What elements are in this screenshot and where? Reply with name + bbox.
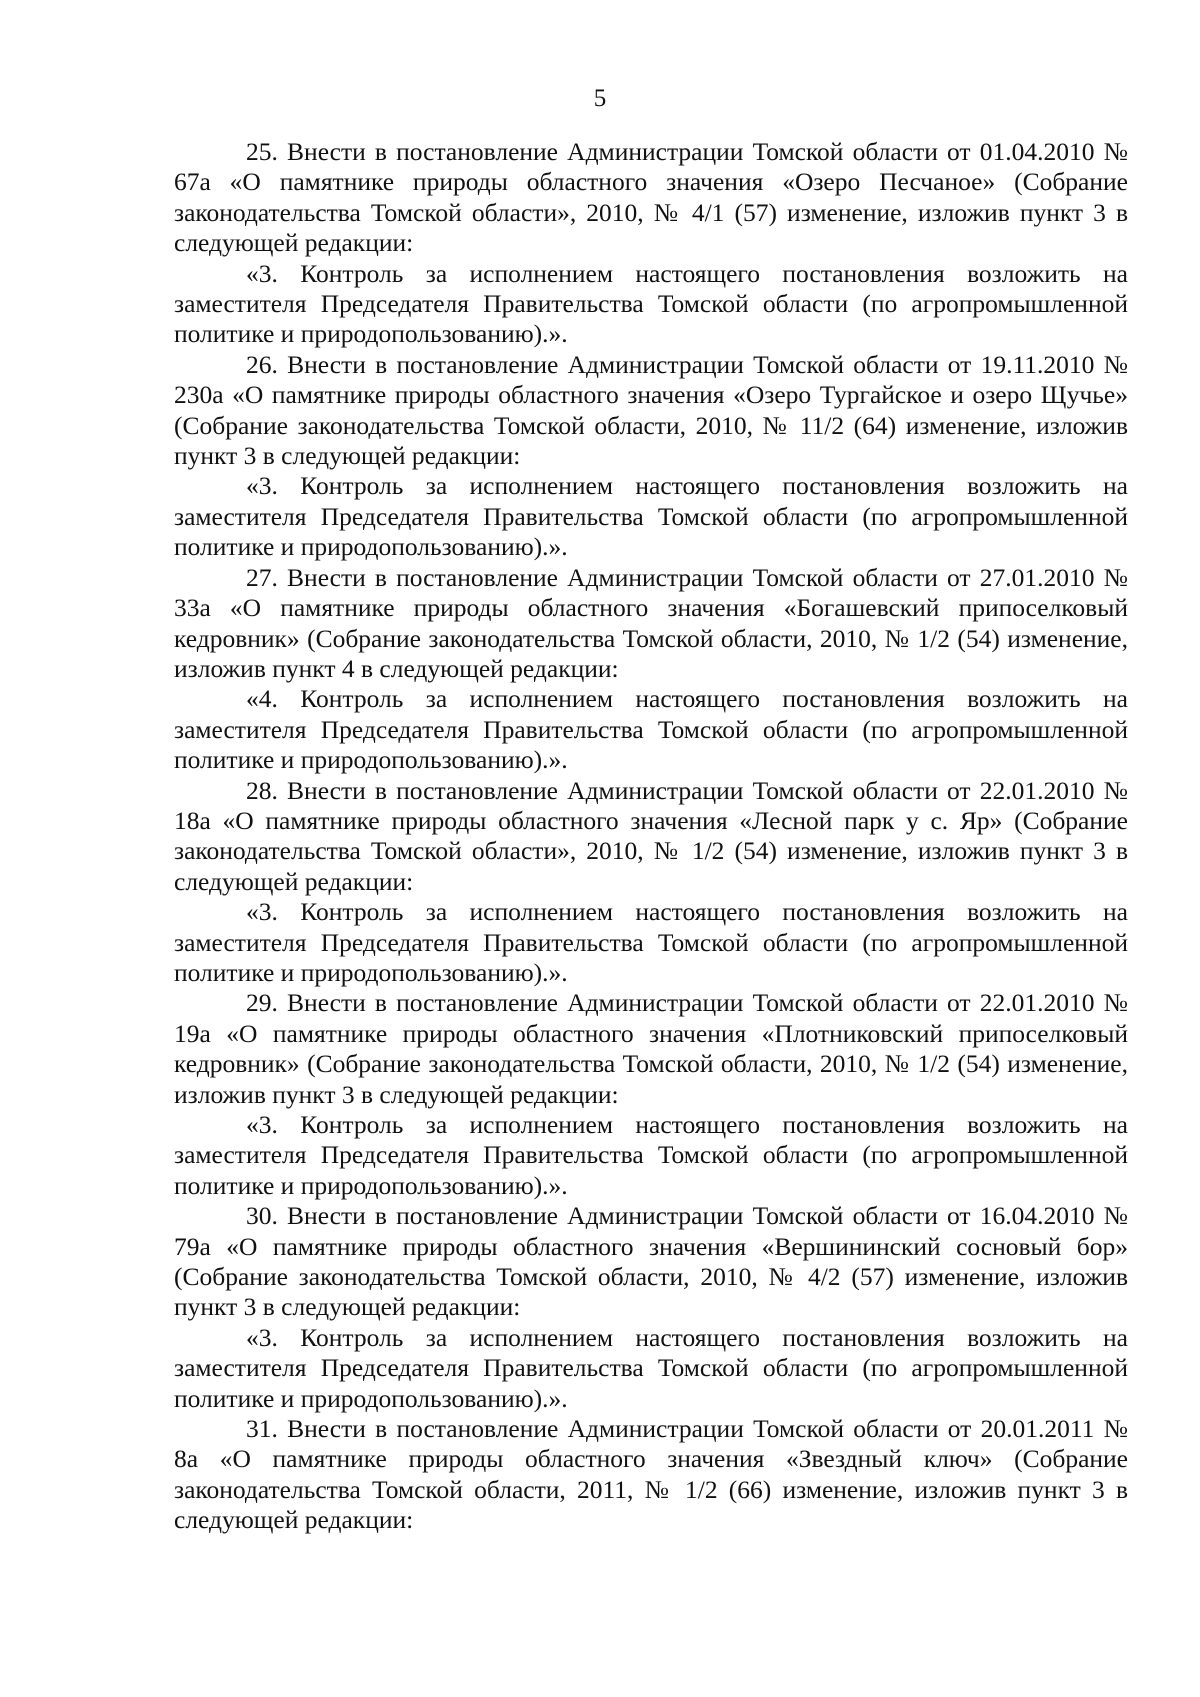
item-quote: «3. Контроль за исполнением настоящего постановления возложить на заместителя Председателя Правительства Томской области (по агропромышленной политике и природопользованию).».: [174, 1322, 1128, 1413]
item-quote: «3. Контроль за исполнением настоящего постановления возложить на заместителя Председателя Правительства Томской области (по агропромышленной политике и природопользованию).».: [174, 471, 1128, 562]
item-text: 31. Внести в постановление Администрации Томской области от 20.01.2011 № 8а «О памятнике природы областного значения «Звездный ключ» (Собрание законодательства Томской области, 2011, № 1/2 (66) изменение, изложив пункт 3 в следующей редакции:: [174, 1414, 1128, 1535]
list-item: [174, 776, 1128, 989]
item-text: 25. Внести в постановление Администрации Томской области от 01.04.2010 № 67а «О памятнике природы областного значения «Озеро Песчаное» (Собрание законодательства Томской области», 2010, № 4/1 (57) изменение, изложив пункт 3 в следующей редакции:: [174, 137, 1128, 258]
item-quote: «3. Контроль за исполнением настоящего постановления возложить на заместителя Председателя Правительства Томской области (по агропромышленной политике и природопользованию).».: [174, 258, 1128, 349]
list-item: [174, 988, 1128, 1201]
list-item: [174, 563, 1128, 776]
list-item: [174, 350, 1128, 563]
item-text: 26. Внести в постановление Администрации Томской области от 19.11.2010 № 230а «О памятнике природы областного значения «Озеро Тургайское и озеро Щучье» (Собрание законодательства Томской области, 2010, № 11/2 (64) изменение, изложив пункт 3 в следующей редакции:: [174, 349, 1128, 471]
item-quote: «3. Контроль за исполнением настоящего постановления возложить на заместителя Председателя Правительства Томской области (по агропромышленной политике и природопользованию).».: [174, 1110, 1128, 1200]
item-text: 28. Внести в постановление Администрации Томской области от 22.01.2010 № 18а «О памятнике природы областного значения «Лесной парк у с. Яр» (Собрание законодательства Томской области», 2010, № 1/2 (54) изменение, изложив пункт 3 в следующей редакции:: [174, 775, 1128, 896]
document-body: [174, 137, 1128, 1536]
item-quote: «4. Контроль за исполнением настоящего постановления возложить на заместителя Председателя Правительства Томской области (по агропромышленной политике и природопользованию).».: [174, 684, 1128, 775]
list-item: [174, 1201, 1128, 1414]
item-text: 27. Внести в постановление Администрации Томской области от 27.01.2010 № 33а «О памятнике природы областного значения «Богашевский припоселковый кедровник» (Собрание законодательства Томской области, 2010, № 1/2 (54) изменение, изложив пункт 4 в следующей редакции:: [174, 562, 1128, 683]
item-quote: «3. Контроль за исполнением настоящего постановления возложить на заместителя Председателя Правительства Томской области (по агропромышленной политике и природопользованию).».: [174, 897, 1128, 987]
item-text: 30. Внести в постановление Администрации Томской области от 16.04.2010 № 79а «О памятнике природы областного значения «Вершининский сосновый бор» (Собрание законодательства Томской области, 2010, № 4/2 (57) изменение, изложив пункт 3 в следующей редакции:: [174, 1201, 1128, 1322]
page-number: 5: [593, 85, 607, 112]
list-item: [174, 137, 1128, 350]
item-text: 29. Внести в постановление Администрации Томской области от 22.01.2010 № 19а «О памятнике природы областного значения «Плотниковский припоселковый кедровник» (Собрание законодательства Томской области, 2010, № 1/2 (54) изменение, изложив пункт 3 в следующей редакции:: [174, 988, 1128, 1109]
list-item: [174, 1414, 1128, 1536]
